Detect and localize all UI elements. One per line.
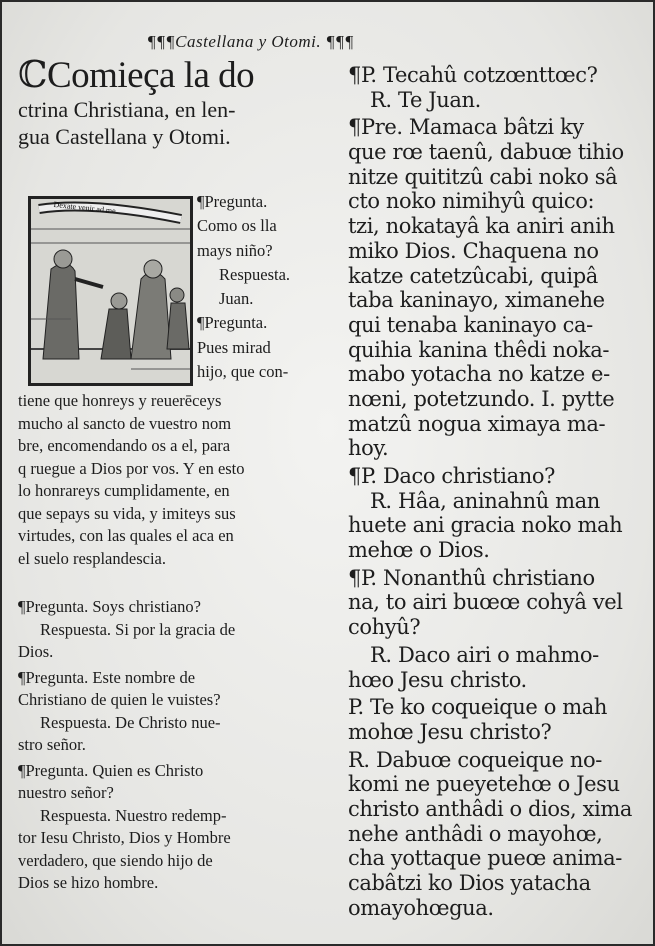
text-line: hoy. xyxy=(348,436,389,461)
text-line: mohœ Jesu christo? xyxy=(348,719,552,744)
otomi-paragraph xyxy=(348,566,640,640)
text-line: R. Dabuœ coqueique no- xyxy=(348,747,602,772)
chapter-title: ℂComieça la do xyxy=(18,56,255,96)
text-line: ¶P. Nonanthû christiano xyxy=(348,565,595,590)
text-line: quihia kanina thêdi noka- xyxy=(348,337,610,362)
answer-line: Dios se hizo hombre. xyxy=(18,873,159,892)
text-line: nœni, potetzundo. I. pytte xyxy=(348,386,615,411)
answer-line: Respuesta. De Christo nue- xyxy=(40,712,221,732)
woodcut-banner-text: Dexate venir ad me xyxy=(53,199,117,216)
text-line: bre, encomendando os a el, para xyxy=(18,436,231,455)
text-line: miko Dios. Chaquena no xyxy=(348,238,599,263)
text-line: que sepays su vida, y imiteys sus xyxy=(18,503,236,523)
otomi-paragraph xyxy=(348,695,640,744)
answer-line: Dios. xyxy=(18,642,54,661)
text-line: ¶Pre. Mamaca bâtzi ky xyxy=(348,115,584,140)
question-line: ¶Pregunta. Este nombre de xyxy=(18,667,196,687)
woodcut-scene xyxy=(31,199,190,383)
text-line: ¶Pregunta. xyxy=(197,192,268,211)
question-line: ¶Pregunta. Quien es Christo xyxy=(18,760,204,780)
text-line: huete ani gracia noko mah xyxy=(348,513,623,538)
running-header: ¶¶¶Castellana y Otomi. ¶¶¶ xyxy=(147,32,355,51)
text-beside-woodcut xyxy=(197,190,307,384)
text-line: que rœ taenû, dabuœ tihio xyxy=(348,140,624,165)
text-line: cto noko nimihyû quico: xyxy=(348,189,595,214)
text-line: mucho al sancto de vuestro nom xyxy=(18,413,232,433)
text-line: na, to airi buœœ cohyâ vel xyxy=(348,590,623,615)
qa-block xyxy=(18,760,318,895)
answer-line: verdadero, que siendo hijo de xyxy=(18,850,213,870)
question-line: ¶Pregunta. Soys christiano? xyxy=(18,597,201,616)
text-line: R. Te Juan. xyxy=(370,87,481,112)
left-column xyxy=(18,56,318,150)
text-line: mays niño? xyxy=(197,240,273,260)
qa-block xyxy=(18,667,318,757)
answer-line: Respuesta. Nuestro redemp- xyxy=(40,805,227,825)
text-line: q ruegue a Dios por vos. Y en esto xyxy=(18,458,245,478)
text-line: katze catetzûcabi, quipâ xyxy=(348,263,598,288)
answer-line: Respuesta. Si por la gracia de xyxy=(40,619,236,639)
text-line: R. Hâa, aninahnû man xyxy=(370,488,600,513)
text-line: cha yottaque pueœ anima- xyxy=(348,846,622,871)
text-line: Juan. xyxy=(219,289,254,309)
text-line: cohyû? xyxy=(348,615,421,640)
text-line: lo honrareys cumplidamente, en xyxy=(18,481,230,500)
text-line: komi ne pueyetehœ o Jesu xyxy=(348,772,620,797)
text-line: hœo Jesu christo. xyxy=(348,667,527,692)
text-line: mehœ o Dios. xyxy=(348,538,490,563)
text-line: taba kaninayo, ximanehe xyxy=(348,288,605,313)
text-line: cabâtzi ko Dios yatacha xyxy=(348,871,591,895)
text-line: Como os lla xyxy=(197,216,277,236)
question-line: nuestro señor? xyxy=(18,783,114,802)
otomi-paragraph xyxy=(348,643,640,692)
text-line: omayohœgua. xyxy=(348,895,494,920)
text-line: Respuesta. xyxy=(219,264,291,284)
text-line: tiene que honreys y reuerēceys xyxy=(18,391,222,410)
text-line: ¶Pregunta. xyxy=(197,313,268,333)
text-line: nitze quititzû cabi noko sâ xyxy=(348,164,618,189)
text-line: qui tenaba kaninayo ca- xyxy=(348,312,593,337)
text-line: virtudes, con las quales el aca en xyxy=(18,526,234,545)
text-line: P. Te ko coqueique o mah xyxy=(348,695,608,720)
otomi-paragraph xyxy=(348,748,640,921)
text-line: tzi, nokatayâ ka aniri anih xyxy=(348,214,615,239)
text-line: ¶P. Daco christiano? xyxy=(348,464,555,488)
woodcut-illustration xyxy=(28,196,193,386)
chapter-subtitle-line: ctrina Christiana, en len- xyxy=(18,97,236,122)
text-line: matzû nogua ximaya ma- xyxy=(348,411,606,436)
text-line: mabo yotacha no katze e- xyxy=(348,362,610,387)
text-line: christo anthâdi o dios, xima xyxy=(348,796,632,821)
left-continuation xyxy=(18,390,318,895)
otomi-paragraph xyxy=(348,464,640,563)
text-line: nehe anthâdi o mayohœ, xyxy=(348,821,603,846)
right-column xyxy=(348,60,640,920)
text-line: el suelo resplandescia. xyxy=(18,548,166,568)
chapter-subtitle-line: gua Castellana y Otomi. xyxy=(18,124,231,149)
answer-line: tor Iesu Christo, Dios y Hombre xyxy=(18,828,231,847)
question-line: Christiano de quien le vuistes? xyxy=(18,690,221,709)
text-line: ¶P. Tecahû cotzœnttœc? xyxy=(348,63,598,87)
otomi-paragraph xyxy=(348,63,640,112)
qa-block xyxy=(18,596,318,664)
text-line: hijo, que con- xyxy=(197,362,289,382)
text-line: Pues mirad xyxy=(197,337,271,357)
answer-line: stro señor. xyxy=(18,735,86,754)
text-line: R. Daco airi o mahmo- xyxy=(370,642,599,667)
otomi-paragraph xyxy=(348,115,640,461)
